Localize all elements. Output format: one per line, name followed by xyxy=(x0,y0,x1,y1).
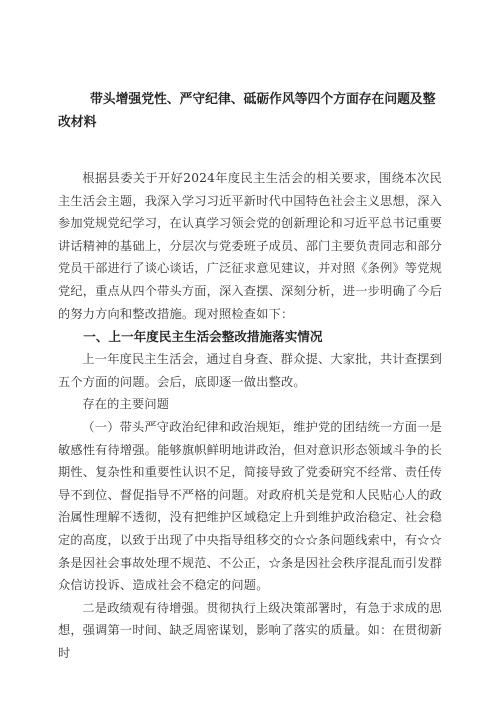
document-title: 带头增强党性、严守纪律、砥砺作风等四个方面存在问题及整改材料 xyxy=(58,92,436,130)
problem-paragraph-1: （一）带头严守政治纪律和政治规矩，维护党的团结统一方面一是敏感性有待增强。能够旗帜鲜明地讲政治，但对意识形态领域斗争的长期性、复杂性和重要性认识不足，简接导致了党委研究不经常、责任传导不到位、督促指导不严格的问题。对政府机关是党和人民贴心人的政治属性理解不透彻，没有把维护区域稳定上升到维护政治稳定、社会稳定的高度，以致于出现了中央指导组移交的☆☆条问题线索中，有☆☆条是因社会事故处理不规范、不公正，☆条是因社会秩序混乱而引发群众信访投诉、造成社会不稳定的问题。 xyxy=(58,419,443,593)
problem-paragraph-2: 二是政绩观有待增强。贯彻执行上级决策部署时，有急于求成的思想，强调第一时间、缺乏周密谋划，影响了落实的质量。如：在贯彻新时 xyxy=(58,600,443,660)
intro-paragraph: 根据县委关于开好2024年度民主生活会的相关要求，围绕本次民主生活会主题，我深入学习习近平新时代中国特色社会主义思想，深入参加党规党纪学习，在认真学习领会党的创新理论和习近平总书记重要讲话精神的基础上，分层次与党委班子成员、部门主要负责同志和部分党员干部进行了谈心谈话，广泛征求意见建议，并对照《条例》等党规党纪，重点从四个带头方面，深入查摆、深刻分析，进一步明确了今后的努力方向和整改措施。现对照检查如下： xyxy=(58,171,443,321)
main-problems-label: 存在的主要问题 xyxy=(82,397,170,412)
section-paragraph: 上一年度民主生活会，通过自身查、群众提、大家批，共计查摆到五个方面的问题。会后，底即逐一做出整改。 xyxy=(58,352,442,389)
section-heading: 一、上一年度民主生活会整改措施落实情况 xyxy=(83,329,323,345)
